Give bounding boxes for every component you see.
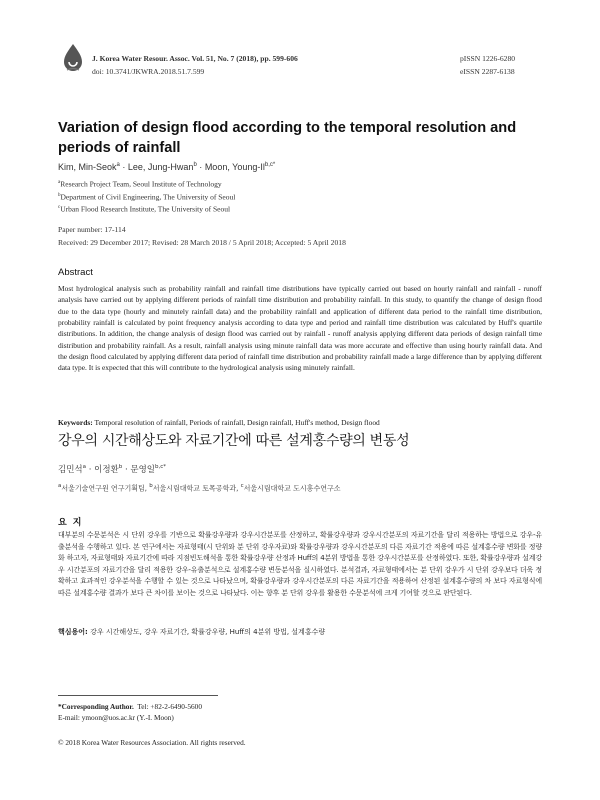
korean-author-list — [58, 463, 166, 475]
affiliation-mark: c — [58, 205, 61, 210]
journal-logo-icon — [58, 42, 88, 74]
keywords — [58, 418, 542, 427]
author-separator: · — [88, 465, 92, 475]
corresponding-email[interactable]: E-mail: ymoon@uos.ac.kr (Y.-I. Moon) — [58, 713, 174, 722]
affiliation-mark: a — [58, 483, 62, 489]
affiliation-item — [58, 190, 235, 203]
author-name: Moon, Young-Il — [204, 162, 265, 172]
footnote-divider — [58, 695, 218, 696]
author-mark: b — [118, 464, 123, 471]
journal-header — [92, 52, 298, 78]
affiliation-mark: b — [58, 192, 61, 198]
author-mark: b,c* — [155, 464, 167, 471]
corresponding-label: *Corresponding Author. — [58, 702, 134, 711]
abstract-body: Most hydrological analysis such as probability rainfall and rainfall time distributions have typically carried out based on hourly rainfall and rainfall - runoff analysis have carried out by applying different periods of rainfall time distribution and probability rainfall. In this study, to quantify the change of design flood due to the data type (hourly and minutely rainfall data) and the probability rainfall and application of different data period to the rainfall time distribution, probability rainfall is calculated by point frequency analysis according to data type and period and rainfall time distribution was calculated by Huff's quartile distributions. In addition, the change analysis of design flood was carried out by rainfall - runoff analysis applying different data periods of design rainfall time distribution and probability rainfall. As a result, rainfall analysis using minute rainfall data was more accurate and effective than using hourly rainfall data. And the design flood calculated by applying different data period of rainfall time distribution and probability rainfall made a large difference than by applying different data type. It is expected that this will contribute to the hydrological analysis using minutely rainfall. — [58, 284, 542, 373]
affiliation-mark: c — [240, 483, 244, 489]
author-separator: · — [122, 162, 126, 172]
author-name: Kim, Min-Seok — [58, 162, 117, 172]
author-mark: a — [116, 162, 120, 168]
affiliation-text: Department of Civil Engineering, The University of Seoul — [60, 192, 236, 201]
author-mark: b,c* — [264, 162, 276, 168]
author-name: 문영일 — [130, 465, 156, 475]
pissn: pISSN 1226-6280 — [460, 54, 516, 63]
affiliation-text: 서울기술연구원 연구기획팀, — [61, 484, 147, 493]
author-name: 이정환 — [94, 465, 119, 475]
corresponding-tel: Tel: +82-2-6490-5600 — [137, 702, 202, 711]
corresponding-author — [58, 701, 202, 723]
copyright: © 2018 Korea Water Resources Association. All rights reserved. — [58, 738, 246, 747]
author-name: 김민석 — [58, 465, 83, 475]
affiliation-mark: a — [58, 180, 61, 185]
affiliation-mark: b — [149, 483, 153, 489]
korean-affiliations — [58, 483, 341, 493]
paper-info — [58, 223, 346, 249]
paper-dates: Received: 29 December 2017; Revised: 28 March 2018 / 5 April 2018; Accepted: 5 April 2018 — [58, 238, 346, 247]
affiliation-item — [58, 177, 235, 190]
paper-number: Paper number: 17-114 — [58, 225, 126, 234]
affiliation-item — [58, 202, 235, 215]
author-mark: b — [193, 162, 197, 168]
issn-block — [460, 52, 542, 78]
affiliation-text: 서울시립대학교 도시홍수연구소 — [243, 484, 341, 493]
doi-link[interactable]: doi: 10.3741/JKWRA.2018.51.7.599 — [92, 67, 205, 76]
author-list — [58, 162, 275, 172]
affiliation-text: Research Project Team, Seoul Institute of Technology — [60, 179, 222, 189]
paper-title: Variation of design flood according to the temporal resolution and periods of rainfall — [58, 120, 517, 156]
korean-keywords-label: 핵심용어: — [58, 628, 88, 636]
eissn: eISSN 2287-6138 — [460, 67, 515, 76]
journal-citation: J. Korea Water Resour. Assoc. Vol. 51, No. 7 (2018), pp. 599-606 — [92, 54, 298, 63]
korean-title: 강우의 시간해상도와 자료기간에 따른 설계홍수량의 변동성 — [58, 433, 410, 449]
author-name: Lee, Jung-Hwan — [127, 162, 194, 172]
author-mark: a — [82, 464, 87, 471]
author-separator: · — [199, 162, 203, 172]
korean-abstract-heading: 요지 — [58, 518, 88, 528]
author-separator: · — [124, 465, 128, 475]
korean-abstract-body: 대부분의 수문분석은 시 단위 강우를 기반으로 확률강우량과 강우시간분포를 산정하고, 확률강우량과 강우시간분포의 자료기간을 달리 적용하는 방법으로 강우-유출분석을 수행하고 있다. 본 연구에서는 자료형태(시 단위와 분 단위 강우자료)와 확률강우량과 강우시간분포의 다른 자료기간 적용에 따른 설계홍수량 변화를 정량화 하고자, 자료형태와 자료기간에 따라 지점빈도해석을 통한 확률강우량 산정과 Huff의 4분위 방법을 통한 강우시간분포를 산정하였다. 또한, 확률강우량과 설계강우 시간분포의 자료기간을 달리 적용한 강우-유출분석으로 설계홍수량 변동분석을 실시하였다. 분석결과, 자료형태에서는 분 단위 강우가 시 단위 강우보다 더욱 정확하고 효과적인 강우분석을 수행할 수 있는 것으로 나타났으며, 확률강우량과 강우시간분포의 다른 자료기간을 적용하여 산정된 설계홍수량의 차 보다 자료형식에 따른 설계홍수량 결과가 보다 큰 차이를 보이는 것으로 나타났다. 이는 향후 분 단위 강우를 활용한 수문분석에 크게 기여할 것으로 판단된다. — [58, 531, 542, 597]
keywords-label: Keywords: — [58, 418, 93, 427]
affiliation-text: Urban Flood Research Institute, The University of Seoul — [60, 204, 231, 214]
korean-keywords — [58, 627, 542, 637]
affiliation-list — [58, 177, 235, 215]
affiliation-text: 서울시립대학교 토목공학과, — [152, 484, 239, 493]
abstract-heading: Abstract — [58, 267, 93, 278]
korean-keywords-text: 강우 시간해상도, 강우 자료기간, 확률강우량, Huff의 4분위 방법, 설계홍수량 — [90, 628, 326, 636]
keywords-text: Temporal resolution of rainfall, Periods of rainfall, Design rainfall, Huff's method, Design flood — [94, 418, 380, 427]
